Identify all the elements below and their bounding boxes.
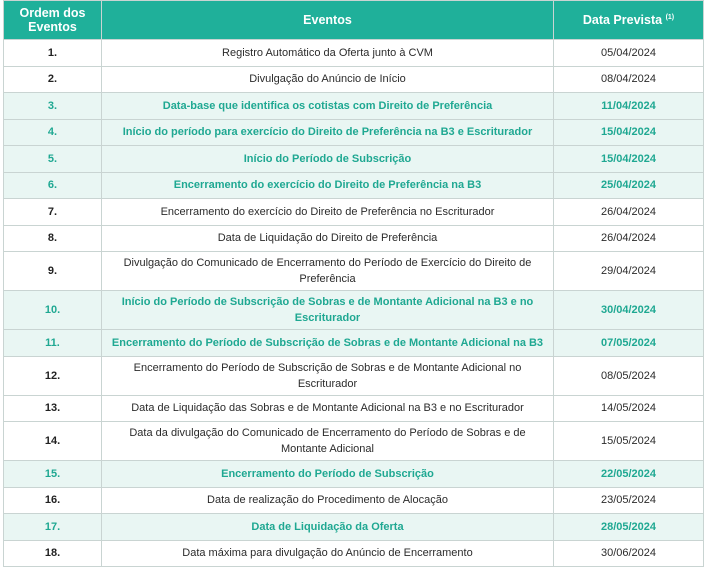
event-order-cell: 13. [4, 395, 102, 422]
event-date-cell: 15/04/2024 [554, 146, 704, 173]
table-row [4, 66, 704, 93]
event-date-cell: 28/05/2024 [554, 514, 704, 541]
event-date-cell: 30/06/2024 [554, 540, 704, 567]
event-order-cell: 14. [4, 422, 102, 461]
event-date-cell: 29/04/2024 [554, 252, 704, 291]
table-row [4, 172, 704, 199]
event-description-cell: Início do Período de Subscrição [102, 146, 554, 173]
table-row [4, 40, 704, 67]
event-description-cell: Data de Liquidação da Oferta [102, 514, 554, 541]
table-row [4, 540, 704, 567]
table-row [4, 146, 704, 173]
header-order [4, 1, 102, 40]
event-order-cell: 3. [4, 93, 102, 120]
table-row [4, 487, 704, 514]
event-description-cell: Encerramento do Período de Subscrição [102, 461, 554, 488]
event-description-cell: Data de Liquidação do Direito de Preferência [102, 225, 554, 252]
event-date-cell: 30/04/2024 [554, 291, 704, 330]
event-description-cell: Divulgação do Anúncio de Início [102, 66, 554, 93]
table-header-row [4, 1, 704, 40]
header-events-label: Eventos [303, 13, 352, 27]
event-description-cell: Data da divulgação do Comunicado de Encerramento do Período de Sobras e de Montante Adicional [102, 422, 554, 461]
table-row [4, 395, 704, 422]
table-row [4, 330, 704, 357]
table-row [4, 356, 704, 395]
table-row [4, 291, 704, 330]
event-description-cell: Data de Liquidação das Sobras e de Montante Adicional na B3 e no Escriturador [102, 395, 554, 422]
header-date-footnote: (1) [665, 13, 675, 21]
event-date-cell: 08/05/2024 [554, 356, 704, 395]
event-date-cell: 08/04/2024 [554, 66, 704, 93]
header-date-label: Data Prevista [582, 13, 663, 27]
event-order-cell: 5. [4, 146, 102, 173]
event-date-cell: 23/05/2024 [554, 487, 704, 514]
event-order-cell: 17. [4, 514, 102, 541]
table-row [4, 252, 704, 291]
header-order-label: Ordem dos Eventos [19, 6, 86, 34]
event-description-cell: Data máxima para divulgação do Anúncio de Encerramento [102, 540, 554, 567]
event-description-cell: Data de realização do Procedimento de Alocação [102, 487, 554, 514]
event-order-cell: 15. [4, 461, 102, 488]
event-order-cell: 1. [4, 40, 102, 67]
event-date-cell: 15/05/2024 [554, 422, 704, 461]
event-description-cell: Encerramento do exercício do Direito de Preferência no Escriturador [102, 199, 554, 226]
event-order-cell: 10. [4, 291, 102, 330]
event-description-cell: Divulgação do Comunicado de Encerramento do Período de Exercício do Direito de Preferência [102, 252, 554, 291]
event-order-cell: 6. [4, 172, 102, 199]
table-row [4, 199, 704, 226]
event-order-cell: 11. [4, 330, 102, 357]
event-description-cell: Data-base que identifica os cotistas com Direito de Preferência [102, 93, 554, 120]
table-row [4, 119, 704, 146]
event-description-cell: Início do período para exercício do Direito de Preferência na B3 e Escriturador [102, 119, 554, 146]
event-date-cell: 26/04/2024 [554, 225, 704, 252]
event-description-cell: Início do Período de Subscrição de Sobras e de Montante Adicional na B3 e no Escriturador [102, 291, 554, 330]
table-row [4, 225, 704, 252]
event-date-cell: 25/04/2024 [554, 172, 704, 199]
event-order-cell: 12. [4, 356, 102, 395]
header-date [554, 1, 704, 40]
table-row [4, 461, 704, 488]
events-schedule-table [3, 0, 704, 567]
event-order-cell: 16. [4, 487, 102, 514]
event-order-cell: 4. [4, 119, 102, 146]
table-row [4, 422, 704, 461]
event-order-cell: 8. [4, 225, 102, 252]
event-date-cell: 07/05/2024 [554, 330, 704, 357]
event-date-cell: 26/04/2024 [554, 199, 704, 226]
event-order-cell: 18. [4, 540, 102, 567]
event-date-cell: 14/05/2024 [554, 395, 704, 422]
event-date-cell: 05/04/2024 [554, 40, 704, 67]
header-events [102, 1, 554, 40]
event-date-cell: 11/04/2024 [554, 93, 704, 120]
event-description-cell: Registro Automático da Oferta junto à CVM [102, 40, 554, 67]
event-date-cell: 15/04/2024 [554, 119, 704, 146]
event-description-cell: Encerramento do Período de Subscrição de Sobras e de Montante Adicional no Escriturador [102, 356, 554, 395]
table-row [4, 514, 704, 541]
event-order-cell: 9. [4, 252, 102, 291]
event-description-cell: Encerramento do exercício do Direito de Preferência na B3 [102, 172, 554, 199]
event-date-cell: 22/05/2024 [554, 461, 704, 488]
event-description-cell: Encerramento do Período de Subscrição de Sobras e de Montante Adicional na B3 [102, 330, 554, 357]
table-row [4, 93, 704, 120]
event-order-cell: 7. [4, 199, 102, 226]
event-order-cell: 2. [4, 66, 102, 93]
